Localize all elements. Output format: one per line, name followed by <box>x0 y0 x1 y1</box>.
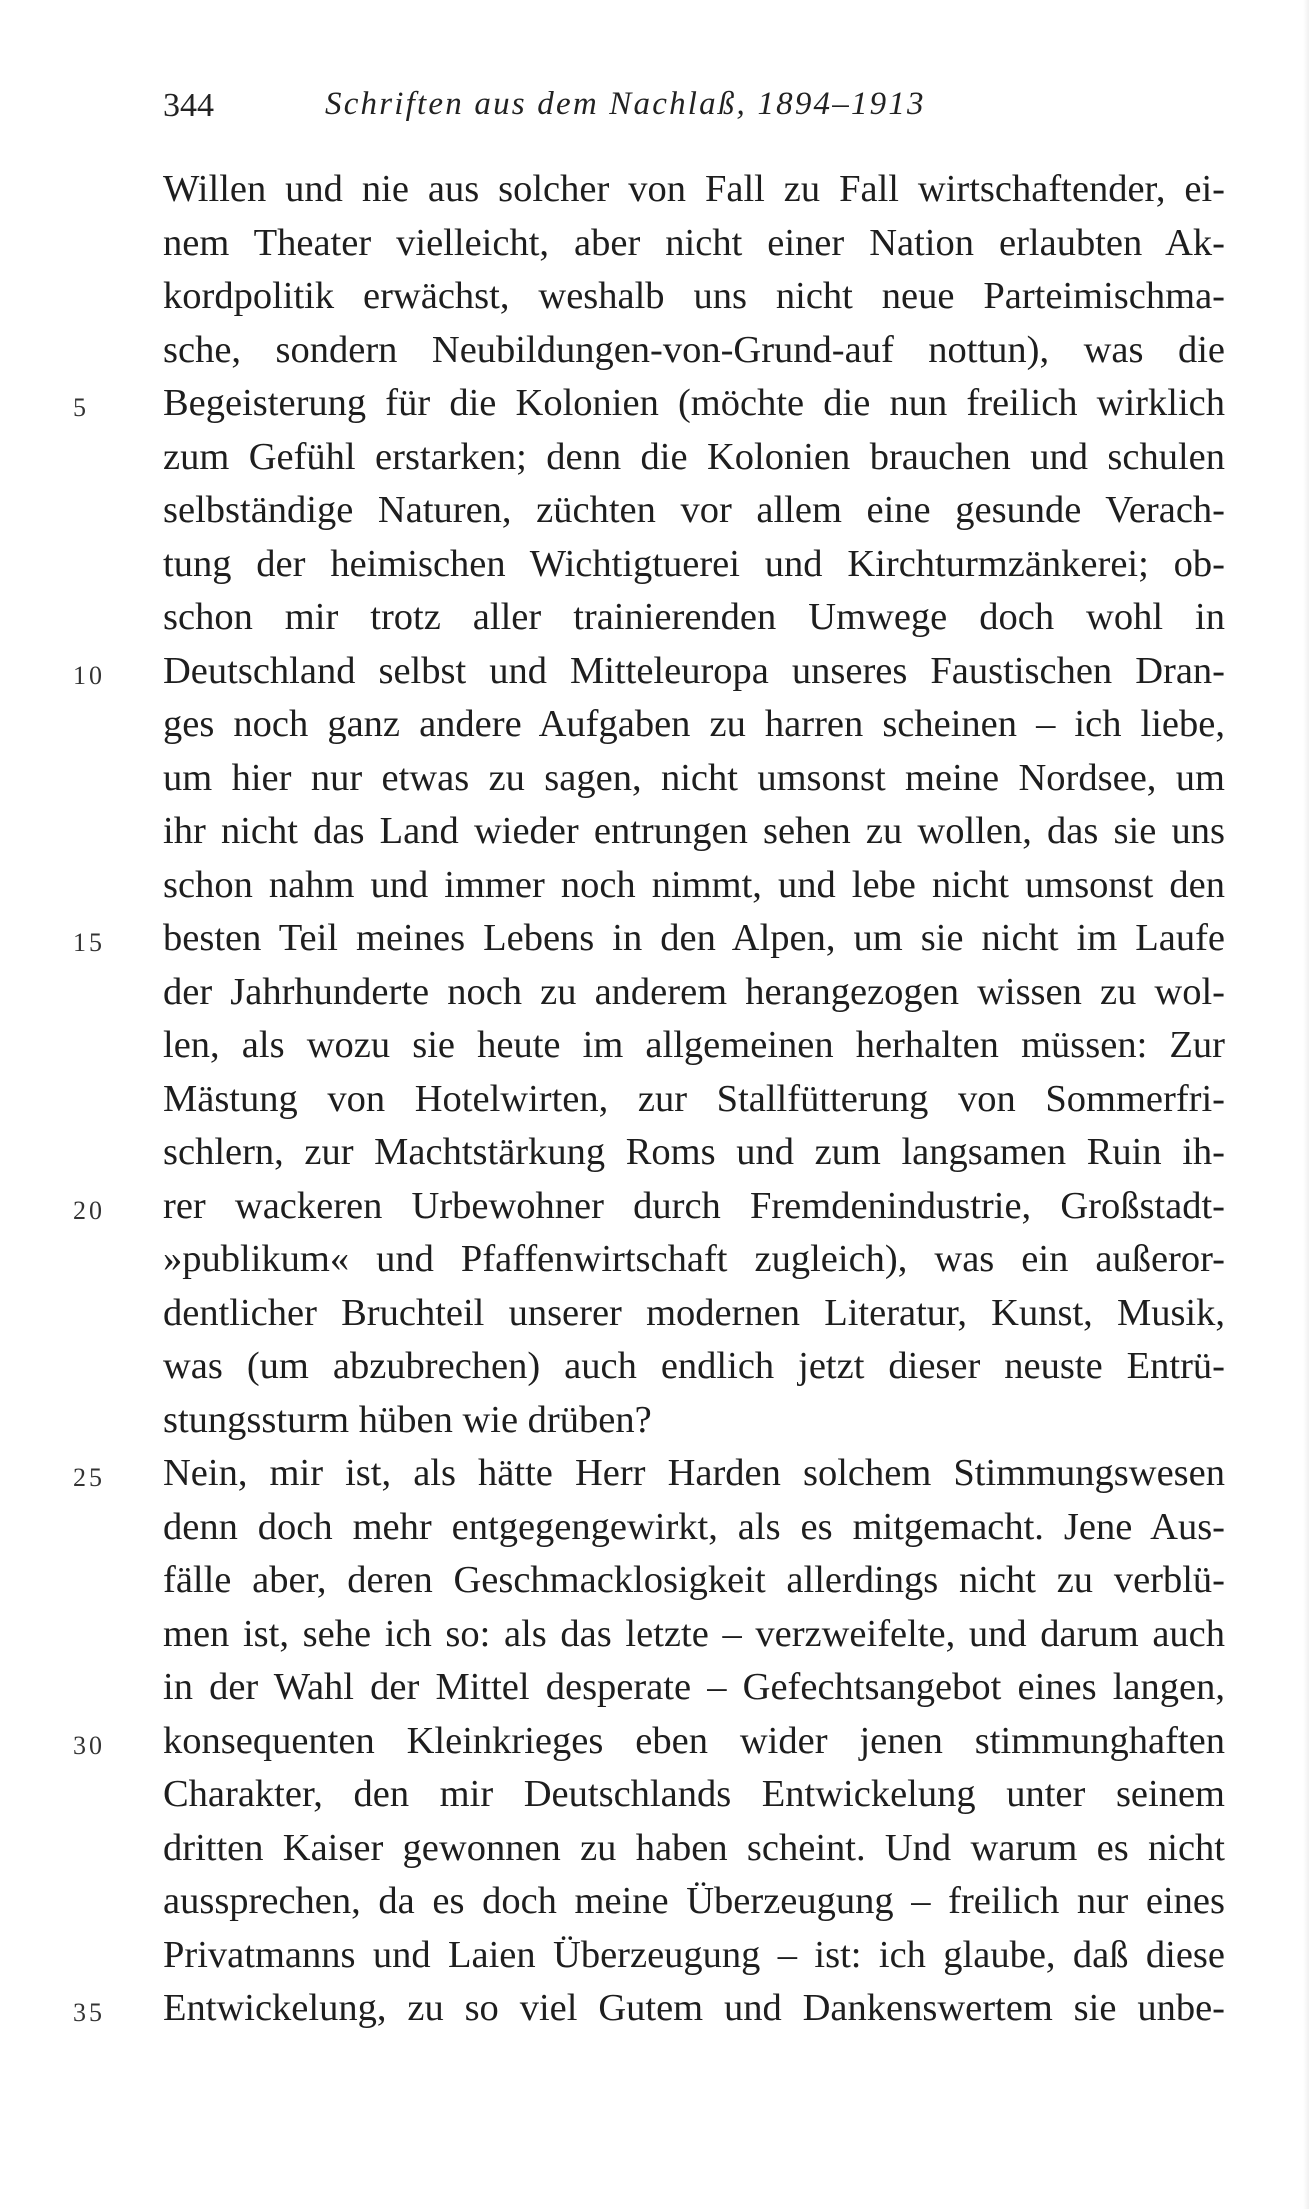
page-edge-shadow <box>1303 0 1309 2209</box>
text-line <box>163 217 1225 271</box>
line-text: men ist, sehe ich so: als das letzte – verzweifelte, und darum auch <box>163 1612 1225 1655</box>
line-text: Charakter, den mir Deutschlands Entwickelung unter seinem <box>163 1773 1225 1815</box>
line-text: schlern, zur Machtstärkung Roms und zum langsamen Ruin ih- <box>163 1131 1225 1173</box>
text-line <box>163 484 1225 538</box>
text-line <box>163 966 1225 1020</box>
line-text: ihr nicht das Land wieder entrungen sehen zu wollen, das sie uns <box>163 810 1225 852</box>
line-text: schon nahm und immer noch nimmt, und lebe nicht umsonst den <box>163 863 1225 906</box>
text-line <box>163 859 1225 913</box>
line-text: Begeisterung für die Kolonien (möchte die nun freilich wirklich <box>163 382 1225 424</box>
line-number: 30 <box>73 1730 105 1760</box>
text-line <box>73 912 1225 966</box>
line-text: rer wackeren Urbewohner durch Fremdenindustrie, Großstadt- <box>163 1184 1225 1227</box>
text-line <box>163 752 1225 806</box>
line-text: fälle aber, deren Geschmacklosigkeit allerdings nicht zu verblü- <box>163 1559 1225 1601</box>
line-number: 20 <box>73 1195 105 1225</box>
text-line <box>163 1875 1225 1929</box>
text-line <box>73 1715 1225 1769</box>
line-text: nem Theater vielleicht, aber nicht einer Nation erlaubten Ak- <box>163 221 1225 264</box>
text-line <box>163 538 1225 592</box>
text-line <box>163 1822 1225 1876</box>
text-line <box>73 645 1225 699</box>
text-line <box>163 1287 1225 1341</box>
text-line <box>163 1929 1225 1983</box>
line-text: in der Wahl der Mittel desperate – Gefechtsangebot eines langen, <box>163 1666 1225 1708</box>
line-number: 10 <box>73 660 105 690</box>
page-number: 344 <box>163 87 214 124</box>
line-number: 35 <box>73 1998 105 2027</box>
line-text: tung der heimischen Wichtigtuerei und Kirchturmzänkerei; ob- <box>163 542 1225 585</box>
text-line <box>73 1982 1225 2036</box>
text-line <box>163 1608 1225 1662</box>
line-text: Mästung von Hotelwirten, zur Stallfütterung von Sommerfri- <box>163 1077 1225 1120</box>
line-text: um hier nur etwas zu sagen, nicht umsonst meine Nordsee, um <box>163 756 1225 799</box>
text-line <box>73 1180 1225 1234</box>
running-head-title: Schriften aus dem Nachlaß, 1894–1913 <box>325 86 926 122</box>
text-line <box>163 163 1225 217</box>
text-line <box>73 1447 1225 1501</box>
line-text: zum Gefühl erstarken; denn die Kolonien brauchen und schulen <box>163 435 1225 478</box>
text-line <box>163 805 1225 859</box>
line-text: denn doch mehr entgegengewirkt, als es mitgemacht. Jene Aus- <box>163 1505 1225 1548</box>
line-text: sche, sondern Neubildungen-von-Grund-auf nottun), was die <box>163 328 1225 371</box>
text-line <box>163 1233 1225 1287</box>
text-line <box>163 591 1225 645</box>
line-text: aussprechen, da es doch meine Überzeugung – freilich nur eines <box>163 1880 1225 1922</box>
line-text: ges noch ganz andere Aufgaben zu harren scheinen – ich liebe, <box>163 703 1225 745</box>
body-text <box>73 163 1225 2036</box>
line-number: 25 <box>73 1463 105 1492</box>
text-line <box>163 1340 1225 1394</box>
line-text: kordpolitik erwächst, weshalb uns nicht neue Parteimischma- <box>163 275 1225 317</box>
text-line <box>163 1019 1225 1073</box>
line-text: Privatmanns und Laien Überzeugung – ist: ich glaube, daß diese <box>163 1933 1225 1976</box>
line-text: dritten Kaiser gewonnen zu haben scheint. Und warum es nicht <box>163 1826 1225 1869</box>
line-text: was (um abzubrechen) auch endlich jetzt dieser neuste Entrü- <box>163 1345 1225 1387</box>
line-text: len, als wozu sie heute im allgemeinen herhalten müssen: Zur <box>163 1024 1225 1066</box>
line-text: Deutschland selbst und Mitteleuropa unseres Faustischen Dran- <box>163 649 1225 692</box>
line-number: 5 <box>73 393 89 422</box>
line-text: schon mir trotz aller trainierenden Umwege doch wohl in <box>163 596 1225 638</box>
text-line <box>163 431 1225 485</box>
text-line <box>163 1661 1225 1715</box>
text-line <box>163 1073 1225 1127</box>
text-line <box>163 1501 1225 1555</box>
text-line <box>163 1768 1225 1822</box>
text-line <box>163 270 1225 324</box>
line-text: stungssturm hüben wie drüben? <box>163 1398 652 1441</box>
text-line <box>73 377 1225 431</box>
line-number: 15 <box>73 928 105 957</box>
line-text: selbständige Naturen, züchten vor allem eine gesunde Verach- <box>163 489 1225 531</box>
text-line <box>163 1554 1225 1608</box>
text-line <box>163 698 1225 752</box>
line-text: konsequenten Kleinkrieges eben wider jenen stimmunghaften <box>163 1719 1225 1762</box>
line-text: Nein, mir ist, als hätte Herr Harden solchem Stimmungswesen <box>163 1452 1225 1494</box>
line-text: Entwickelung, zu so viel Gutem und Dankenswertem sie unbe- <box>163 1987 1225 2029</box>
running-head <box>163 84 1225 128</box>
line-text: »publikum« und Pfaffenwirtschaft zugleich), was ein außeror- <box>163 1238 1225 1280</box>
text-line <box>163 1394 1225 1448</box>
line-text: der Jahrhunderte noch zu anderem herangezogen wissen zu wol- <box>163 970 1225 1013</box>
text-line <box>163 1126 1225 1180</box>
line-text: Willen und nie aus solcher von Fall zu Fall wirtschaftender, ei- <box>163 168 1225 210</box>
line-text: besten Teil meines Lebens in den Alpen, um sie nicht im Laufe <box>163 917 1225 959</box>
line-text: dentlicher Bruchteil unserer modernen Literatur, Kunst, Musik, <box>163 1291 1225 1334</box>
text-line <box>163 324 1225 378</box>
